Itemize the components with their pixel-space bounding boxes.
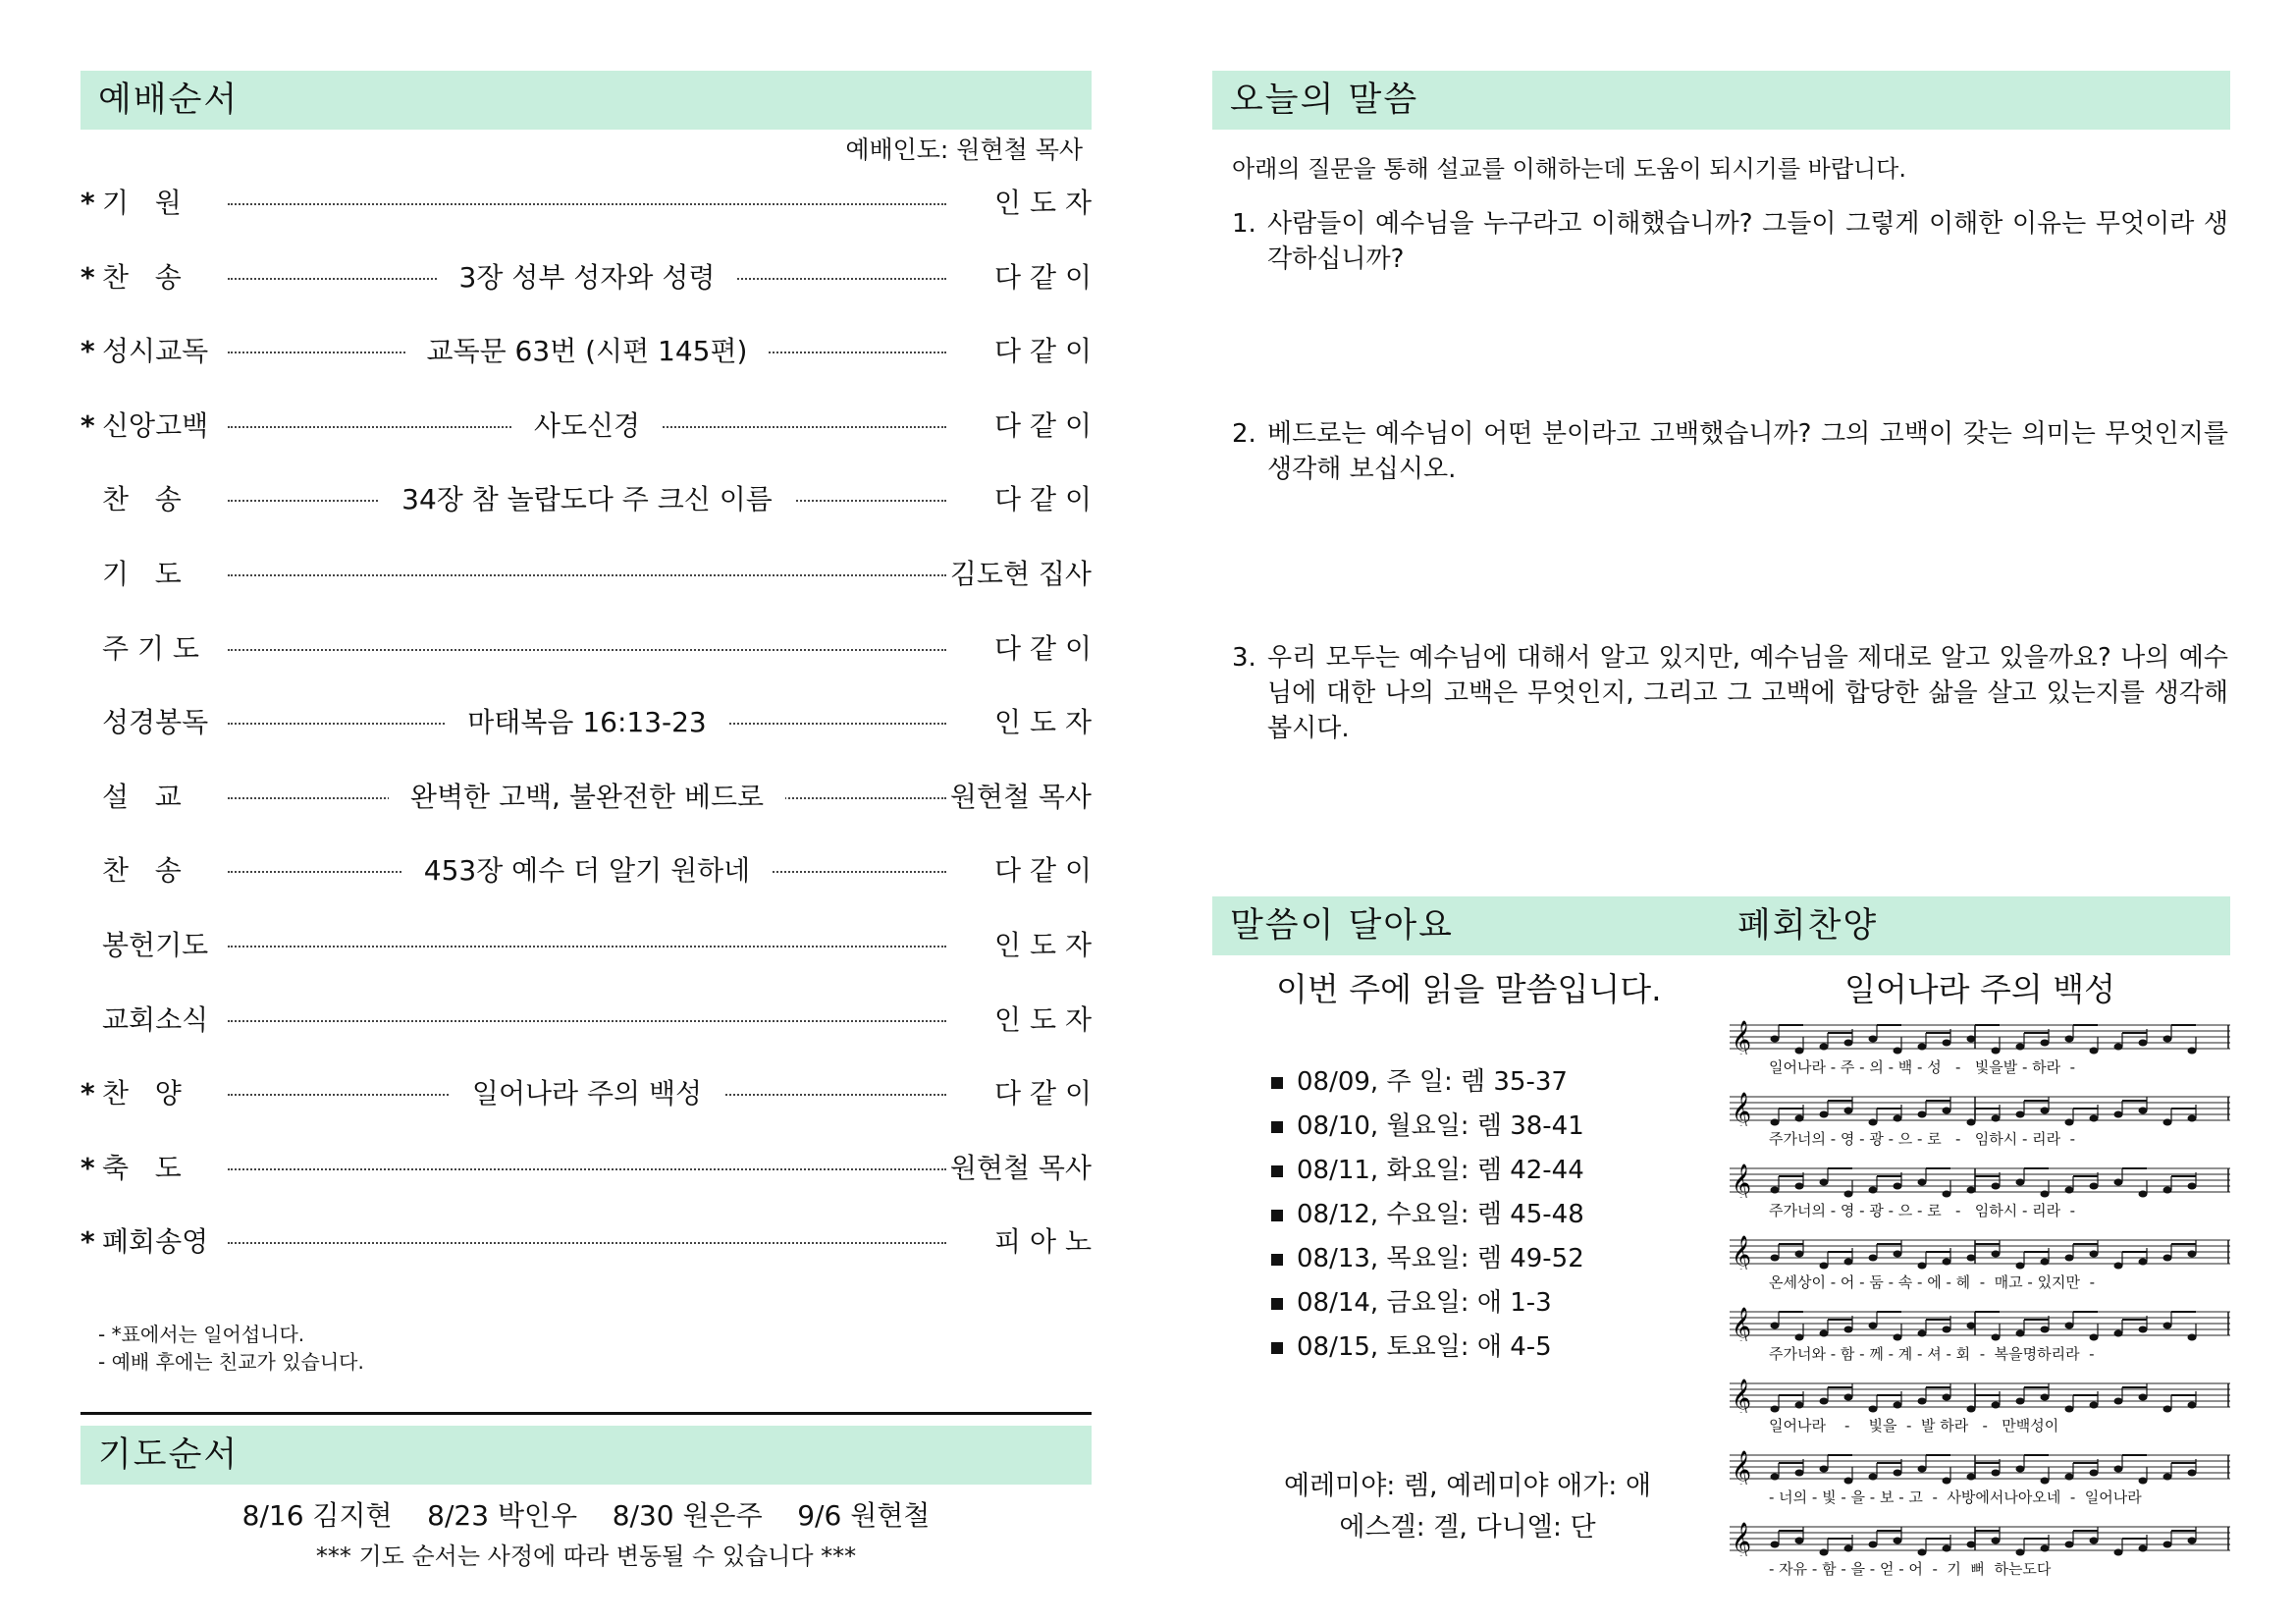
note-head [1820, 1179, 1829, 1186]
question-text: 사람들이 예수님을 누구라고 이해했습니까? 그들이 그렇게 이해한 이유는 무엇이라 생각하십니까? [1267, 209, 2228, 274]
question-1 [1232, 206, 2228, 277]
note-head [2041, 1191, 2050, 1198]
note-head [1943, 1259, 1951, 1266]
note-head [2090, 1402, 2099, 1409]
note-head [1869, 1255, 1878, 1262]
note-head [2065, 1187, 2074, 1194]
note-head [1869, 1406, 1878, 1413]
treble-clef-icon: 𝄞 [1732, 1020, 1752, 1055]
note-head [1820, 1044, 1829, 1051]
music-staff [1730, 1378, 2230, 1413]
note-head [1795, 1402, 1804, 1409]
note-head [1771, 1406, 1780, 1413]
question-number: 3. [1232, 643, 1256, 673]
order-label: 성경봉독 [102, 706, 209, 739]
treble-clef-icon: 𝄞 [1732, 1092, 1752, 1126]
note-head [1967, 1323, 1976, 1329]
note-head [2163, 1323, 2172, 1329]
note-head [2041, 1394, 2050, 1401]
dotted-leader [228, 574, 946, 576]
worship-order-row [80, 1144, 1092, 1193]
note-head [1795, 1470, 1804, 1477]
music-staff-line [1730, 1163, 2230, 1219]
order-label: 기 도 [102, 558, 182, 590]
reading-item: 08/14, 금요일: 애 1-3 [1271, 1281, 1584, 1326]
note-head [2090, 1251, 2099, 1258]
note-head [2163, 1255, 2172, 1262]
note-head [2090, 1334, 2099, 1341]
music-staff [1730, 1019, 2230, 1055]
note-head [2188, 1251, 2197, 1258]
closing-song-title: 일어나라 주의 백성 [1843, 970, 2115, 1008]
note-head [1894, 1115, 1902, 1122]
note-head [2090, 1470, 2099, 1477]
note-head [2065, 1119, 2074, 1126]
note-head [1943, 1040, 1951, 1047]
question-number: 1. [1232, 209, 1256, 239]
standing-mark: * [80, 260, 95, 294]
music-staff [1730, 1234, 2230, 1270]
order-label: 봉헌기도 [102, 929, 209, 961]
order-content [228, 402, 946, 451]
note-head [1992, 1251, 2001, 1258]
note-line: - 예배 후에는 친교가 있습니다. [98, 1350, 364, 1374]
order-label: 찬 송 [102, 483, 182, 516]
note-head [2016, 1330, 2025, 1337]
note-head [2139, 1040, 2148, 1047]
note-head [2139, 1478, 2148, 1485]
order-content-text: 34장 참 놀랍도다 주 크신 이름 [380, 483, 794, 515]
note-head [1844, 1108, 1853, 1114]
question-number: 2. [1232, 419, 1256, 449]
note-head [1869, 1187, 1878, 1194]
treble-clef-icon: 𝄞 [1732, 1450, 1752, 1485]
order-content [228, 475, 946, 524]
note-head [1820, 1111, 1829, 1118]
worship-order-row [80, 624, 1092, 674]
prayer-note: *** 기도 순서는 사정에 따라 변동될 수 있습니다 *** [315, 1543, 857, 1570]
order-label: 성시교독 [102, 335, 209, 368]
worship-order-row [80, 773, 1092, 822]
note-head [2114, 1330, 2123, 1337]
note-head [2114, 1263, 2123, 1270]
note-head [1918, 1179, 1927, 1186]
bullet-square-icon [1271, 1121, 1283, 1133]
note-head [2016, 1111, 2025, 1118]
order-content [228, 327, 946, 376]
note-head [2065, 1474, 2074, 1481]
note-head [1795, 1048, 1804, 1055]
note-head [2016, 1044, 2025, 1051]
standing-mark: * [80, 187, 95, 219]
prayer-schedule: 8/16 김지현 8/23 박인우 8/30 원은주 9/6 원현철 [241, 1499, 931, 1532]
note-head [1820, 1549, 1829, 1556]
treble-clef-icon: 𝄞 [1732, 1522, 1752, 1556]
lyric-line: 주가너와 - 함 - 께 - 계 - 셔 - 회 - 복을명하리라 - [1769, 1345, 2095, 1363]
note-head [1967, 1542, 1976, 1548]
note-head [1869, 1119, 1878, 1126]
note-head [1894, 1402, 1902, 1409]
note-head [1795, 1183, 1804, 1190]
prayer-header: 기도순서 [80, 1426, 1092, 1485]
note-head [1943, 1394, 1951, 1401]
music-staff-line [1730, 1306, 2230, 1363]
dotted-leader [228, 946, 946, 947]
note-head [2016, 1263, 2025, 1270]
lyric-line: 주가너의 - 영 - 광 - 으 - 로 - 임하시 - 리라 - [1769, 1130, 2076, 1148]
dotted-leader [228, 1168, 946, 1170]
order-label: 찬 송 [102, 260, 182, 294]
note-head [1992, 1115, 2001, 1122]
note-head [2163, 1406, 2172, 1413]
worship-order-row [80, 996, 1092, 1045]
note-head [1844, 1191, 1853, 1198]
note-head [2090, 1048, 2099, 1055]
note-head [1992, 1470, 2001, 1477]
note-head [2188, 1048, 2197, 1055]
lyric-line: 온세상이 - 어 - 둠 - 속 - 에 - 헤 - 매고 - 있지만 - [1769, 1273, 2095, 1291]
order-label: 기 원 [102, 187, 182, 219]
note-head [1869, 1474, 1878, 1481]
note-head [2139, 1326, 2148, 1333]
note-head [1992, 1334, 2001, 1341]
standing-mark: * [80, 1151, 95, 1184]
note-head [2114, 1398, 2123, 1405]
note-head [1918, 1111, 1927, 1118]
note-head [1869, 1036, 1878, 1043]
note-head [1918, 1330, 1927, 1337]
note-head [1844, 1478, 1853, 1485]
note-head [1943, 1108, 1951, 1114]
note-head [2041, 1040, 2050, 1047]
note-head [1771, 1474, 1780, 1481]
note-head [1869, 1542, 1878, 1548]
dotted-leader [228, 203, 946, 205]
book-abbreviations [1271, 1466, 1664, 1548]
note-head [2139, 1394, 2148, 1401]
note-head [2090, 1115, 2099, 1122]
note-head [2139, 1545, 2148, 1552]
music-staff-line [1730, 1234, 2230, 1291]
worship-order-row [80, 1218, 1092, 1267]
note-head [2188, 1115, 2197, 1122]
sermon-intro: 아래의 질문을 통해 설교를 이해하는데 도움이 되시기를 바랍니다. [1232, 155, 1906, 183]
bullet-square-icon [1271, 1298, 1283, 1310]
question-text: 베드로는 예수님이 어떤 분이라고 고백했습니까? 그의 고백이 갖는 의미는 무엇인지를 생각해 보십시오. [1267, 419, 2228, 484]
note-head [1820, 1263, 1829, 1270]
note-head [1967, 1187, 1976, 1194]
note-head [1918, 1398, 1927, 1405]
order-person: 인 도 자 [948, 179, 1092, 228]
reading-item: 08/13, 목요일: 렘 49-52 [1271, 1237, 1584, 1281]
order-person: 다 같 이 [948, 1069, 1092, 1118]
dotted-leader [228, 1242, 946, 1244]
note-head [2114, 1111, 2123, 1118]
music-staff-line [1730, 1521, 2230, 1578]
order-label: 신앙고백 [102, 408, 209, 442]
note-head [2041, 1545, 2050, 1552]
note-head [1967, 1406, 1976, 1413]
note-head [1943, 1545, 1951, 1552]
bullet-square-icon [1271, 1210, 1283, 1221]
lyric-line: 주가너의 - 영 - 광 - 으 - 로 - 임하시 - 리라 - [1769, 1202, 2076, 1219]
question-2 [1232, 416, 2228, 487]
order-person: 다 같 이 [948, 624, 1092, 674]
note-head [2139, 1259, 2148, 1266]
standing-mark: * [80, 1077, 95, 1110]
worship-order-row [80, 179, 1092, 228]
music-staff [1730, 1091, 2230, 1126]
worship-leader: 예배인도: 원현철 목사 [845, 135, 1083, 164]
order-content [228, 773, 946, 822]
note-head [1918, 1549, 1927, 1556]
music-staff-line [1730, 1378, 2230, 1435]
reading-subtitle: 이번 주에 읽을 말씀입니다. [1276, 970, 1662, 1008]
note-head [2016, 1466, 2025, 1473]
worship-order-row [80, 253, 1092, 302]
note-head [2188, 1470, 2197, 1477]
note-head [1771, 1323, 1780, 1329]
lyric-line: - 너의 - 빛 - 을 - 보 - 고 - 사방에서나아오네 - 일어나라 [1769, 1489, 2142, 1506]
question-3 [1232, 640, 2228, 746]
reading-item: 08/09, 주 일: 렘 35-37 [1271, 1060, 1584, 1105]
bullet-square-icon [1271, 1165, 1283, 1177]
worship-order-row [80, 698, 1092, 747]
note-head [2065, 1323, 2074, 1329]
lyric-line: 일어나라 - 빛을 - 발 하라 - 만백성이 [1769, 1417, 2059, 1435]
standing-mark: * [80, 408, 95, 442]
music-staff-line [1730, 1019, 2230, 1076]
order-label: 주 기 도 [102, 631, 199, 665]
note-head [2163, 1119, 2172, 1126]
order-content [228, 253, 946, 302]
order-person: 원현철 목사 [948, 773, 1092, 822]
note-head [1844, 1394, 1853, 1401]
note-head [2041, 1478, 2050, 1485]
reading-header [1212, 896, 2230, 955]
music-staff [1730, 1163, 2230, 1198]
treble-clef-icon: 𝄞 [1732, 1235, 1752, 1270]
note-head [2188, 1538, 2197, 1544]
note-head [1771, 1255, 1780, 1262]
reading-item: 08/15, 토요일: 애 4-5 [1271, 1326, 1584, 1370]
sermon-header: 오늘의 말씀 [1212, 71, 2230, 130]
order-content-text: 일어나라 주의 백성 [451, 1077, 723, 1110]
note-head [1820, 1466, 1829, 1473]
divider [80, 1412, 1092, 1415]
order-person: 다 같 이 [948, 846, 1092, 895]
note-head [2188, 1402, 2197, 1409]
reading-item: 08/12, 수요일: 렘 45-48 [1271, 1193, 1584, 1237]
order-content-text: 마태복음 16:13-23 [446, 706, 728, 738]
treble-clef-icon: 𝄞 [1732, 1307, 1752, 1341]
note-head [1943, 1191, 1951, 1198]
order-person: 인 도 자 [948, 996, 1092, 1045]
note-head [2188, 1183, 2197, 1190]
worship-order-row [80, 327, 1092, 376]
note-head [1992, 1048, 2001, 1055]
bullet-square-icon [1271, 1254, 1283, 1266]
note-head [1795, 1538, 1804, 1544]
note-head [2114, 1044, 2123, 1051]
note-head [1795, 1115, 1804, 1122]
music-staff [1730, 1306, 2230, 1341]
reading-list [1271, 1060, 1584, 1370]
note-head [2163, 1036, 2172, 1043]
note-head [1894, 1251, 1902, 1258]
note-head [1771, 1542, 1780, 1548]
note-head [2041, 1326, 2050, 1333]
note-head [2163, 1474, 2172, 1481]
note-head [1967, 1255, 1976, 1262]
note-head [2114, 1179, 2123, 1186]
note-head [2090, 1538, 2099, 1544]
note-head [1795, 1334, 1804, 1341]
note-head [2041, 1259, 2050, 1266]
worship-order-row [80, 846, 1092, 895]
order-content [228, 1069, 946, 1118]
note-head [1894, 1334, 1902, 1341]
order-label: 찬 송 [102, 854, 182, 888]
note-head [2041, 1108, 2050, 1114]
abbr-line: 에스겔: 겔, 다니엘: 단 [1339, 1512, 1596, 1543]
order-content-text: 453장 예수 더 알기 원하네 [402, 854, 772, 887]
music-staff-line [1730, 1091, 2230, 1148]
order-label: 축 도 [102, 1151, 182, 1184]
note-head [2139, 1108, 2148, 1114]
order-content [228, 698, 946, 747]
order-label: 폐회송영 [102, 1225, 209, 1259]
order-label: 설 교 [102, 780, 182, 813]
note-head [1844, 1545, 1853, 1552]
note-head [2065, 1036, 2074, 1043]
note-head [1992, 1402, 2001, 1409]
note-head [1894, 1183, 1902, 1190]
question-text: 우리 모두는 예수님에 대해서 알고 있지만, 예수님을 제대로 알고 있을까요? 나의 예수님에 대한 나의 고백은 무엇인지, 그리고 그 고백에 합당한 삶을 살고 있는지를 생각해 봅시다. [1267, 643, 2228, 743]
order-person: 김도현 집사 [948, 550, 1092, 599]
note-head [1943, 1478, 1951, 1485]
note-head [2188, 1334, 2197, 1341]
worship-notes [98, 1321, 364, 1376]
note-head [2090, 1183, 2099, 1190]
note-head [1820, 1398, 1829, 1405]
note-head [1894, 1470, 1902, 1477]
note-head [2163, 1187, 2172, 1194]
note-head [2016, 1398, 2025, 1405]
music-staff [1730, 1449, 2230, 1485]
note-head [1967, 1036, 1976, 1043]
note-head [1894, 1538, 1902, 1544]
worship-order-row [80, 550, 1092, 599]
reading-item: 08/11, 화요일: 렘 42-44 [1271, 1149, 1584, 1193]
lyric-line: 일어나라 - 주 - 의 - 백 - 성 - 빛을발 - 하라 - [1769, 1058, 2076, 1076]
worship-order-row [80, 402, 1092, 451]
dotted-leader [228, 1020, 946, 1022]
note-head [1943, 1326, 1951, 1333]
order-person: 다 같 이 [948, 327, 1092, 376]
order-person: 다 같 이 [948, 475, 1092, 524]
order-person: 원현철 목사 [948, 1144, 1092, 1193]
worship-order-row [80, 1069, 1092, 1118]
note-head [2065, 1255, 2074, 1262]
music-staff [1730, 1521, 2230, 1556]
lyric-line: - 자유 - 함 - 을 - 얻 - 어 - 기 뻐 하는도다 [1769, 1560, 2052, 1578]
treble-clef-icon: 𝄞 [1732, 1164, 1752, 1198]
note-head [1771, 1187, 1780, 1194]
abbr-line: 예레미야: 렘, 예레미야 애가: 애 [1283, 1471, 1652, 1501]
order-person: 인 도 자 [948, 698, 1092, 747]
note-head [2065, 1542, 2074, 1548]
reading-item: 08/10, 월요일: 렘 38-41 [1271, 1105, 1584, 1149]
note-line: - *표에서는 일어섭니다. [98, 1323, 305, 1346]
worship-header: 예배순서 [80, 71, 1092, 130]
worship-order-row [80, 475, 1092, 524]
note-head [2114, 1549, 2123, 1556]
note-head [1967, 1474, 1976, 1481]
note-head [1992, 1538, 2001, 1544]
order-person: 다 같 이 [948, 402, 1092, 451]
order-content [228, 846, 946, 895]
note-head [2114, 1466, 2123, 1473]
note-head [1894, 1048, 1902, 1055]
treble-clef-icon: 𝄞 [1732, 1379, 1752, 1413]
note-head [2065, 1406, 2074, 1413]
order-person: 피 아 노 [948, 1218, 1092, 1267]
order-content-text: 3장 성부 성자와 성령 [438, 261, 737, 294]
order-content-text: 완벽한 고백, 불완전한 베드로 [389, 781, 785, 813]
closing-title: 폐회찬양 [1737, 906, 1879, 946]
bullet-square-icon [1271, 1077, 1283, 1089]
order-label: 교회소식 [102, 1002, 209, 1036]
note-head [1918, 1466, 1927, 1473]
order-content-text: 사도신경 [512, 409, 662, 442]
order-label: 찬 양 [102, 1077, 182, 1110]
note-head [1869, 1323, 1878, 1329]
note-head [1992, 1183, 2001, 1190]
note-head [1918, 1263, 1927, 1270]
note-head [1844, 1259, 1853, 1266]
dotted-leader [228, 649, 946, 651]
note-head [2016, 1179, 2025, 1186]
note-head [1844, 1326, 1853, 1333]
note-head [1820, 1330, 1829, 1337]
standing-mark: * [80, 335, 95, 368]
reading-title: 말씀이 달아요 [1230, 906, 1454, 946]
note-head [2139, 1191, 2148, 1198]
note-head [1918, 1044, 1927, 1051]
note-head [1795, 1251, 1804, 1258]
standing-mark: * [80, 1225, 95, 1259]
note-head [1771, 1119, 1780, 1126]
note-head [2016, 1549, 2025, 1556]
note-head [1844, 1040, 1853, 1047]
note-head [1967, 1119, 1976, 1126]
note-head [2163, 1542, 2172, 1548]
order-person: 인 도 자 [948, 921, 1092, 970]
bullet-square-icon [1271, 1342, 1283, 1354]
order-content-text: 교독문 63번 (시편 145편) [405, 335, 770, 367]
order-person: 다 같 이 [948, 253, 1092, 302]
note-head [1771, 1036, 1780, 1043]
music-staff-line [1730, 1449, 2230, 1506]
worship-order-row [80, 921, 1092, 970]
